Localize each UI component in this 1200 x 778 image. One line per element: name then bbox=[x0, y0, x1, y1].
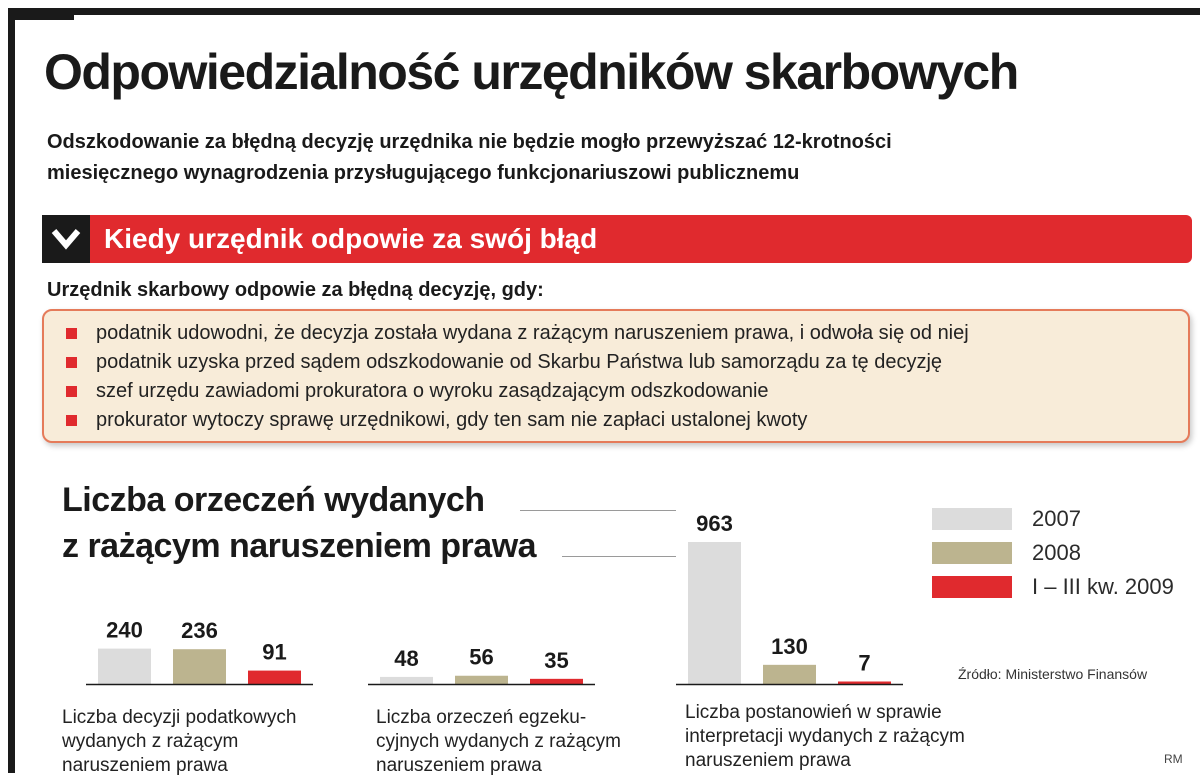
condition-text: szef urzędu zawiadomi prokuratora o wyroku zasądzającym odszkodowanie bbox=[96, 380, 769, 402]
section-heading: Kiedy urzędnik odpowie za swój błąd bbox=[104, 223, 598, 254]
bar-value-label: 963 bbox=[696, 511, 733, 536]
page-title: Odpowiedzialność urzędników skarbowych bbox=[44, 44, 1018, 100]
bar-2008-cat2 bbox=[763, 665, 816, 684]
category-label-line: naruszeniem prawa bbox=[376, 755, 542, 776]
legend-label-2009: I – III kw. 2009 bbox=[1032, 574, 1174, 599]
category-label-interpretation-orders bbox=[685, 701, 965, 773]
bar-2008-cat0 bbox=[173, 649, 226, 684]
bar-2007-cat2 bbox=[688, 542, 741, 684]
bar-I-III-kw-2009-cat2 bbox=[838, 682, 891, 685]
chart-source: Źródło: Ministerstwo Finansów bbox=[958, 666, 1148, 682]
category-label-line: wydanych z rażącym bbox=[62, 731, 239, 752]
legend-swatch-2009 bbox=[932, 576, 1012, 598]
condition-text: podatnik uzyska przed sądem odszkodowanie od Skarbu Państwa lub samorządu za tę decyzję bbox=[96, 351, 943, 373]
bar-value-label: 240 bbox=[106, 617, 143, 643]
legend-item-2008 bbox=[932, 536, 1174, 570]
legend-swatch-2007 bbox=[932, 508, 1012, 530]
bar-2007-cat1 bbox=[380, 677, 433, 684]
category-label-line: naruszeniem prawa bbox=[685, 750, 851, 771]
category-label-enforcement-rulings bbox=[376, 706, 621, 778]
category-label-line: Liczba decyzji podatkowych bbox=[62, 707, 297, 728]
bar-2007-cat0 bbox=[98, 649, 151, 684]
category-label-line: cyjnych wydanych z rażącym bbox=[376, 731, 621, 752]
bar-I-III-kw-2009-cat0 bbox=[248, 671, 301, 684]
bar-value-label: 236 bbox=[181, 618, 218, 644]
bar-I-III-kw-2009-cat1 bbox=[530, 679, 583, 684]
category-label-line: naruszeniem prawa bbox=[62, 755, 228, 776]
bar-2008-cat1 bbox=[455, 676, 508, 684]
category-label-line: Liczba postanowień w sprawie bbox=[685, 702, 942, 723]
condition-text: prokurator wytoczy sprawę urzędnikowi, gdy ten sam nie zapłaci ustalonej kwoty bbox=[96, 409, 808, 431]
bar-value-label: 7 bbox=[858, 650, 871, 676]
bar-value-label: 48 bbox=[394, 645, 419, 671]
subtitle-line-1: Odszkodowanie za błędną decyzję urzędnika nie będzie mogło przewyższać 12-krotności bbox=[47, 131, 892, 153]
category-label-line: Liczba orzeczeń egzeku- bbox=[376, 707, 587, 728]
bar-value-label: 35 bbox=[544, 647, 569, 673]
bar-value-label: 56 bbox=[469, 644, 494, 670]
legend-label-2008: 2008 bbox=[1032, 540, 1081, 565]
legend-item-2009 bbox=[932, 570, 1174, 604]
chart-title-line-2: z rażącym naruszeniem prawa bbox=[62, 527, 537, 565]
bar-value-label: 130 bbox=[771, 633, 808, 659]
subtitle-line-2: miesięcznego wynagrodzenia przysługującego funkcjonariuszowi publicznemu bbox=[47, 162, 800, 184]
category-label-line: interpretacji wydanych z rażącym bbox=[685, 726, 965, 747]
author-credit: RM bbox=[1164, 752, 1183, 766]
category-label-tax-decisions bbox=[62, 706, 296, 778]
legend-swatch-2008 bbox=[932, 542, 1012, 564]
chart-title-line-1: Liczba orzeczeń wydanych bbox=[62, 481, 485, 519]
bar-value-label: 91 bbox=[262, 639, 287, 665]
section-lead: Urzędnik skarbowy odpowie za błędną decyzję, gdy: bbox=[47, 279, 544, 301]
chart-legend bbox=[932, 502, 1174, 604]
legend-item-2007 bbox=[932, 502, 1174, 536]
condition-text: podatnik udowodni, że decyzja została wydana z rażącym naruszeniem prawa, i odwoła się od niej bbox=[96, 322, 969, 344]
legend-label-2007: 2007 bbox=[1032, 506, 1081, 531]
